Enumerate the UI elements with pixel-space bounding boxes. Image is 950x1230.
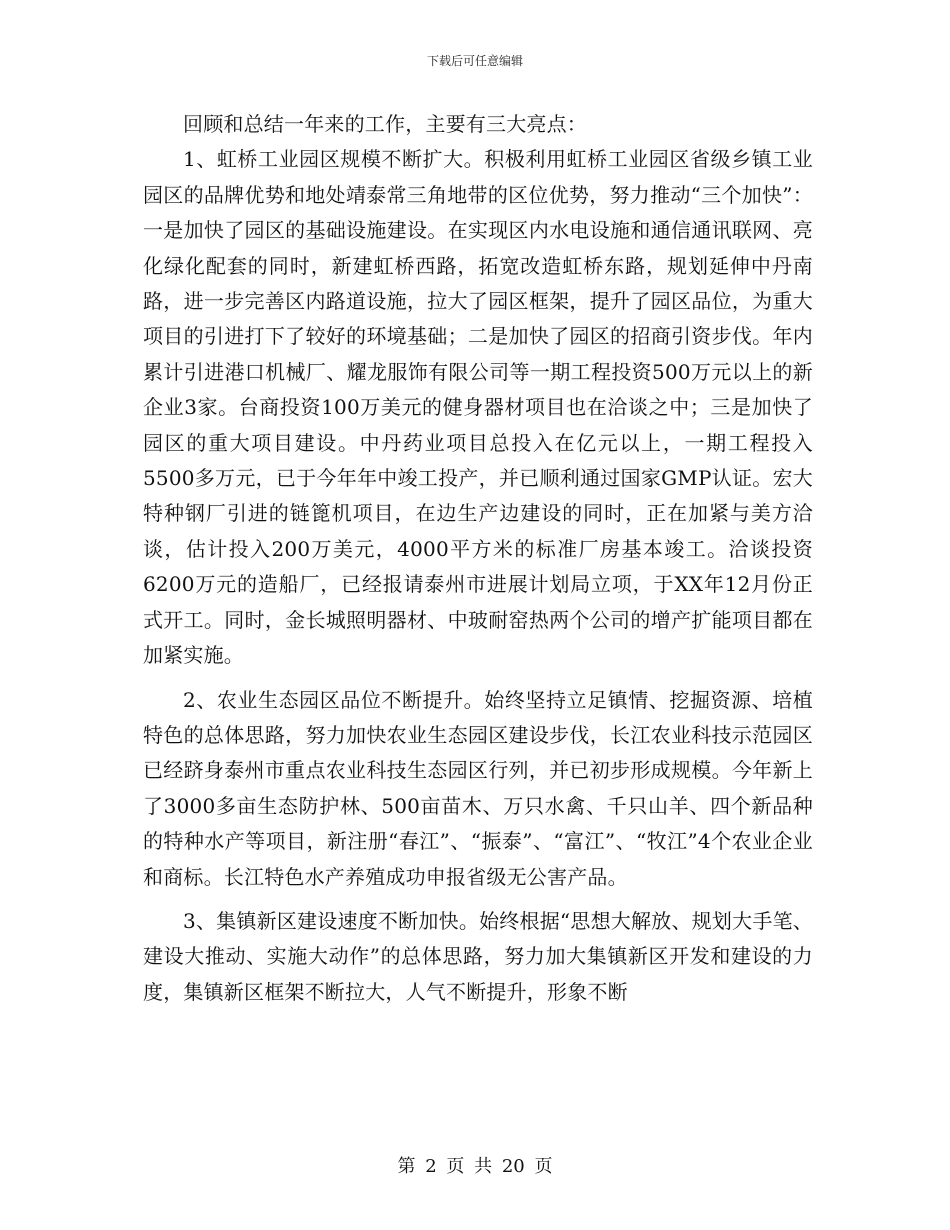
paragraph-town-district: 3、集镇新区建设速度不断加快。始终根据“思想大解放、规划大手笔、建设大推动、实施大动作”的总体思路，努力加大集镇新区开发和建设的力度，集镇新区框架不断拉大，人气不断提升，形象不断 <box>143 908 813 1004</box>
page-header-note: 下载后可任意编辑 <box>426 54 523 68</box>
paragraph-intro: 回顾和总结一年来的工作，主要有三大亮点： <box>183 112 587 136</box>
document-body <box>143 107 813 1010</box>
page-number: 第 2 页 共 20 页 <box>397 1156 553 1177</box>
paragraph-industrial-park: 1、虹桥工业园区规模不断扩大。积极利用虹桥工业园区省级乡镇工业园区的品牌优势和地处靖泰常三角地带的区位优势，努力推动“三个加快”：一是加快了园区的基础设施建设。在实现区内水电设施和通信通讯联网、亮化绿化配套的同时，新建虹桥西路，拓宽改造虹桥东路，规划延伸中丹南路，进一步完善区内路道设施，拉大了园区框架，提升了园区品位，为重大项目的引进打下了较好的环境基础；二是加快了园区的招商引资步伐。年内累计引进港口机械厂、耀龙服饰有限公司等一期工程投资500万元以上的新企业3家。台商投资100万美元的健身器材项目也在洽谈之中；三是加快了园区的重大项目建设。中丹药业项目总投入在亿元以上，一期工程投入5500多万元，已于今年年中竣工投产，并已顺利通过国家GMP认证。宏大特种钢厂引进的链篦机项目，在边生产边建设的同时，正在加紧与美方洽谈，估计投入200万美元，4000平方米的标准厂房基本竣工。洽谈投资6200万元的造船厂，已经报请泰州市进展计划局立项，于XX年12月份正式开工。同时，金长城照明器材、中玻耐窑热两个公司的增产扩能项目都在加紧实施。 <box>143 147 813 668</box>
paragraph-agri-park: 2、农业生态园区品位不断提升。始终坚持立足镇情、挖掘资源、培植特色的总体思路，努力加快农业生态园区建设步伐，长江农业科技示范园区已经跻身泰州市重点农业科技生态园区行列，并已初步形成规模。今年新上了3000多亩生态防护林、500亩苗木、万只水禽、千只山羊、四个新品种的特种水产等项目，新注册“春江”、“振泰”、“富江”、“牧江”4个农业企业和商标。长江特色水产养殖成功申报省级无公害产品。 <box>143 687 813 889</box>
